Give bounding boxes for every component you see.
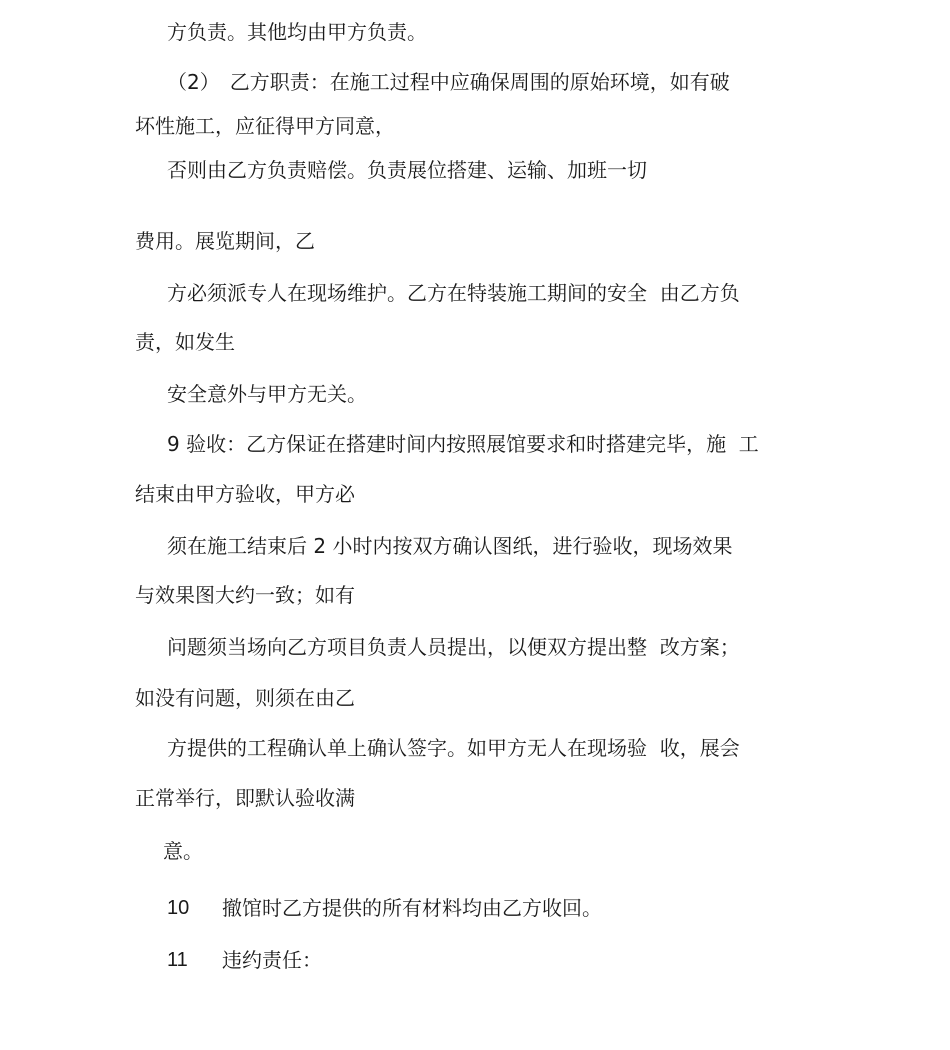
text-line: 9 验收：乙方保证在搭建时间内按照展馆要求和时搭建完毕，施 工 — [167, 432, 759, 456]
text-line: 意。 — [163, 839, 203, 863]
item-text: 违约责任： — [222, 948, 322, 972]
text-line: 否则由乙方负责赔偿。负责展位搭建、运输、加班一切 — [167, 158, 647, 182]
text-line: 结束由甲方验收，甲方必 — [135, 482, 355, 506]
text-line: 方负责。其他均由甲方负责。 — [167, 20, 427, 44]
text-line: 方提供的工程确认单上确认签字。如甲方无人在现场验 收，展会 — [167, 736, 740, 760]
text-line: 与效果图大约一致；如有 — [135, 583, 355, 607]
item-number: 11 — [167, 949, 188, 971]
text-line: 方必须派专人在现场维护。乙方在特装施工期间的安全 由乙方负 — [167, 281, 740, 305]
text-line: 正常举行，即默认验收满 — [135, 786, 355, 810]
text-line: 须在施工结束后 2 小时内按双方确认图纸，进行验收，现场效果 — [167, 534, 733, 558]
item-text: 撤馆时乙方提供的所有材料均由乙方收回。 — [222, 896, 602, 920]
item-number: 10 — [167, 897, 190, 919]
text-line: 问题须当场向乙方项目负责人员提出，以便双方提出整 改方案； — [167, 635, 740, 659]
text-line: 责，如发生 — [135, 330, 235, 354]
text-line: 如没有问题，则须在由乙 — [135, 686, 355, 710]
text-line: 费用。展览期间，乙 — [135, 229, 315, 253]
text-line: （2） 乙方职责：在施工过程中应确保周围的原始环境，如有破 — [167, 70, 730, 94]
text-line: 坏性施工，应征得甲方同意， — [135, 114, 395, 138]
text-line: 安全意外与甲方无关。 — [167, 382, 367, 406]
